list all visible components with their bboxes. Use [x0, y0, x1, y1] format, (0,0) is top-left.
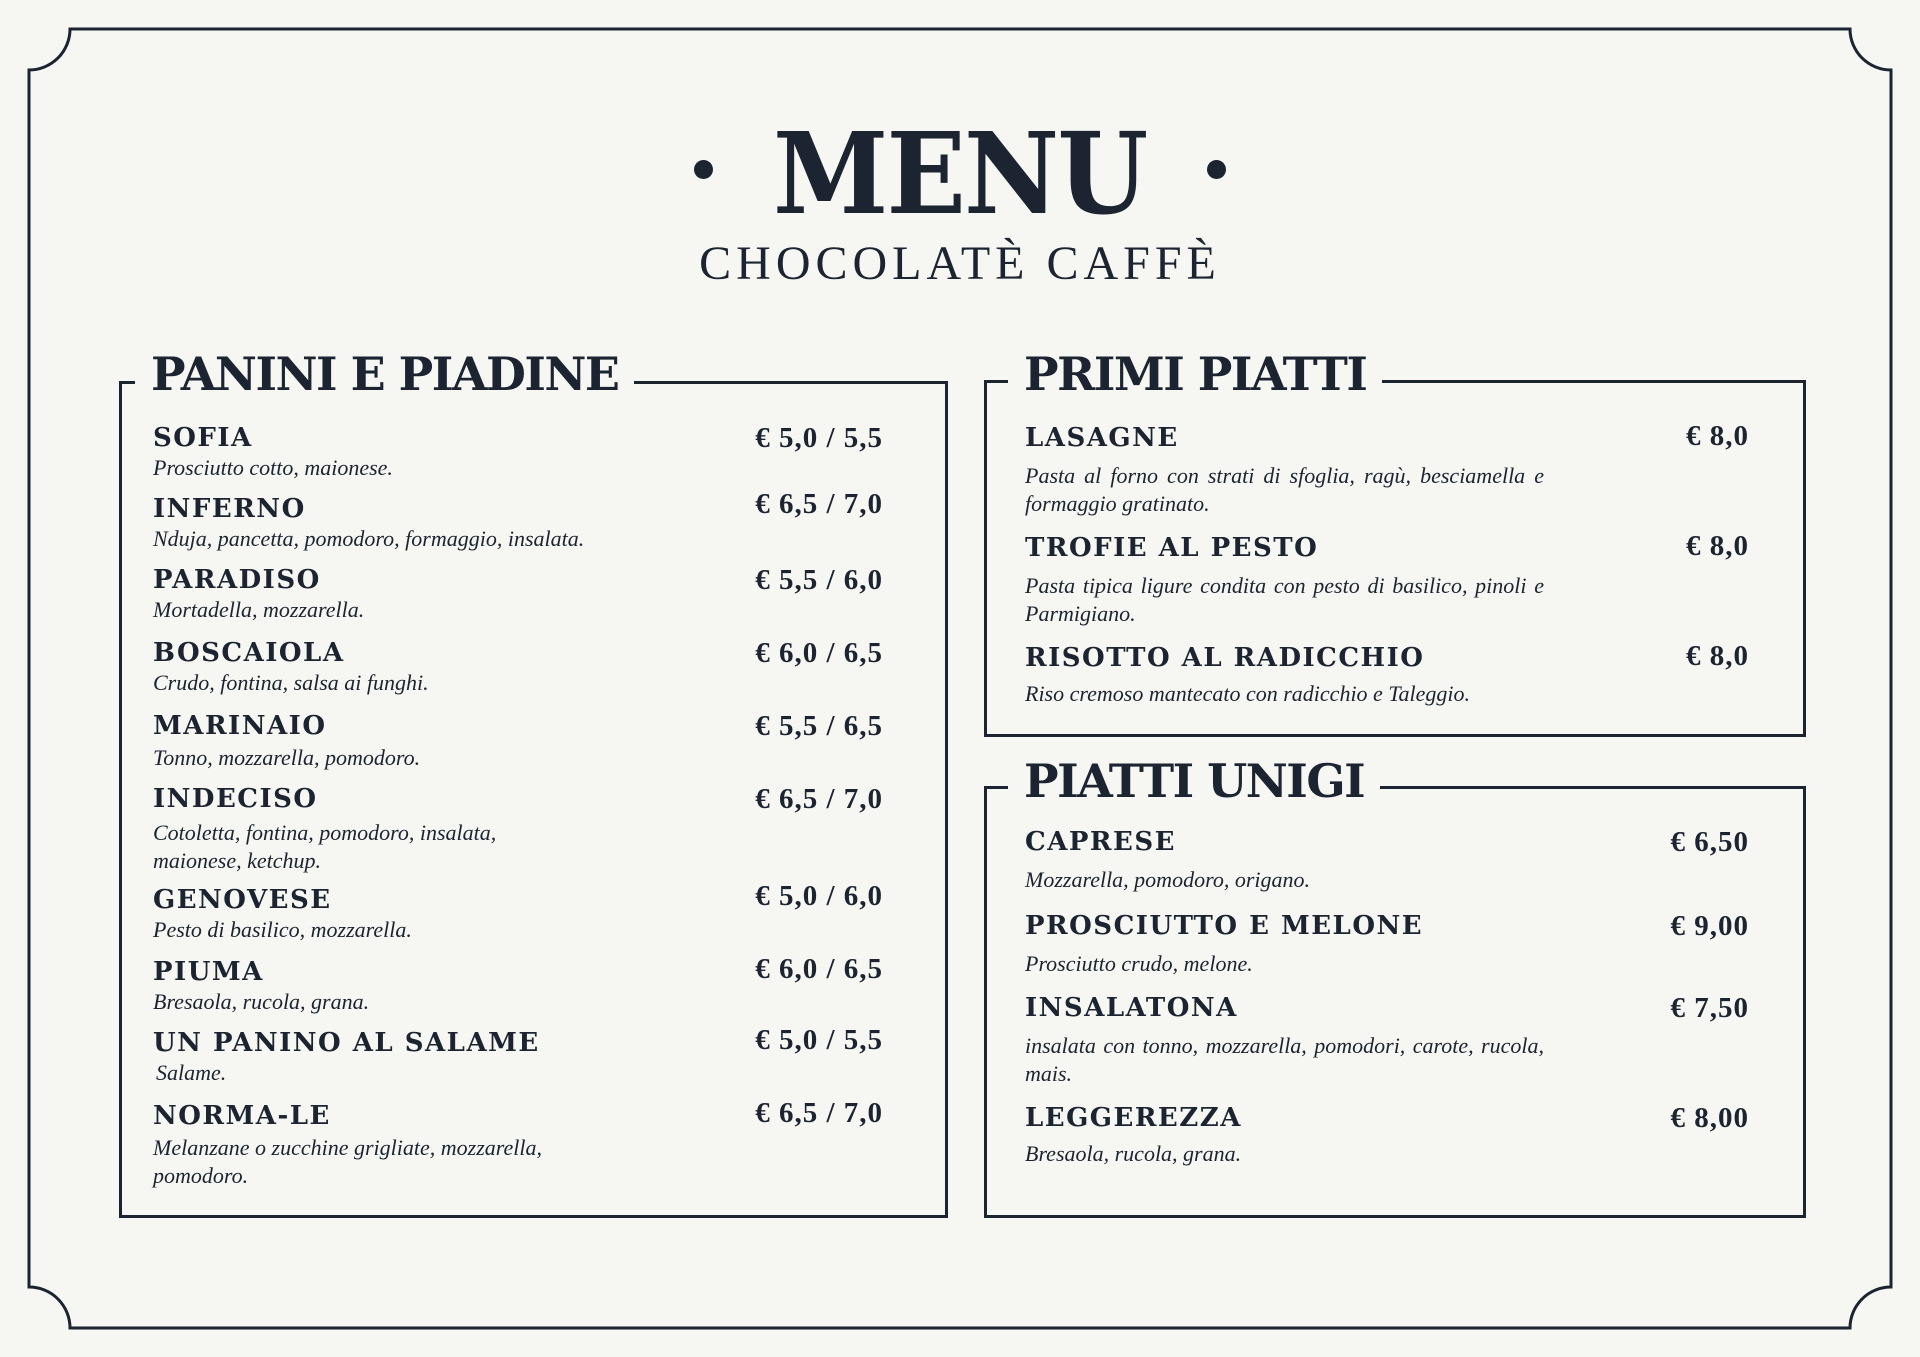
item-name: UN PANINO AL SALAME [153, 1028, 540, 1058]
item-description: Pasta tipica ligure condita con pesto di basilico, pinoli e Parmigiano. [1025, 573, 1544, 626]
item-description: Tonno, mozzarella, pomodoro. [153, 745, 421, 770]
item-name: RISOTTO AL RADICCHIO [1025, 643, 1425, 673]
item-price: € 6,0 / 6,5 [755, 953, 883, 985]
item-description: Mozzarella, pomodoro, origano. [1025, 867, 1310, 892]
bullet-dot-icon [694, 160, 713, 179]
bullet-dot-icon [1207, 160, 1226, 179]
item-price: € 9,00 [1670, 910, 1749, 942]
item-price: € 5,5 / 6,0 [755, 564, 883, 596]
item-name: MARINAIO [153, 711, 327, 741]
item-price: € 6,50 [1670, 826, 1749, 858]
item-description: Bresaola, rucola, grana. [1025, 1141, 1242, 1166]
item-description: Crudo, fontina, salsa ai funghi. [153, 670, 429, 695]
item-name: NORMA-LE [153, 1101, 331, 1131]
item-description: Melanzane o zucchine grigliate, mozzarella, pomodoro. [153, 1135, 543, 1188]
item-description: Riso cremoso mantecato con radicchio e Taleggio. [1025, 681, 1471, 706]
item-description: Bresaola, rucola, grana. [153, 989, 370, 1014]
item-name: TROFIE AL PESTO [1025, 533, 1319, 563]
item-price: € 6,5 / 7,0 [755, 783, 883, 815]
item-description: insalata con tonno, mozzarella, pomodori, carote, rucola, mais. [1025, 1033, 1544, 1086]
item-price: € 8,00 [1670, 1102, 1749, 1134]
item-price: € 8,0 [1686, 530, 1749, 562]
item-price: € 7,50 [1670, 992, 1749, 1024]
item-price: € 5,0 / 5,5 [755, 1024, 883, 1056]
item-price: € 6,5 / 7,0 [755, 488, 883, 520]
item-price: € 5,5 / 6,5 [755, 710, 883, 742]
item-price: € 8,0 [1686, 420, 1749, 452]
section-heading: PIATTI UNIGI [1008, 753, 1380, 809]
item-name: BOSCAIOLA [153, 638, 345, 668]
item-name: LEGGEREZZA [1025, 1103, 1242, 1133]
item-name: INFERNO [153, 494, 306, 524]
item-name: INDECISO [153, 784, 318, 814]
section-heading: PRIMI PIATTI [1008, 346, 1382, 402]
item-price: € 6,0 / 6,5 [755, 637, 883, 669]
item-name: PROSCIUTTO E MELONE [1025, 911, 1424, 941]
item-name: SOFIA [153, 423, 253, 453]
item-price: € 5,0 / 6,0 [755, 880, 883, 912]
section-heading: PANINI E PIADINE [135, 346, 634, 402]
item-description: Pesto di basilico, mozzarella. [153, 917, 412, 942]
item-description: Prosciutto cotto, maionese. [153, 455, 393, 480]
item-name: LASAGNE [1025, 423, 1179, 453]
item-name: PIUMA [153, 957, 264, 987]
item-description: Pasta al forno con strati di sfoglia, ragù, besciamella e formaggio gratinato. [1025, 463, 1544, 516]
item-description: Nduja, pancetta, pomodoro, formaggio, insalata. [153, 526, 585, 551]
menu-title: MENU [773, 109, 1147, 240]
item-price: € 8,0 [1686, 640, 1749, 672]
cafe-name: CHOCOLATÈ CAFFÈ [699, 237, 1221, 290]
item-price: € 5,0 / 5,5 [755, 422, 883, 454]
menu-header [0, 109, 1920, 240]
item-name: PARADISO [153, 565, 321, 595]
item-description: Prosciutto crudo, melone. [1025, 951, 1253, 976]
item-description: Mortadella, mozzarella. [153, 597, 365, 622]
item-description: Cotoletta, fontina, pomodoro, insalata, maionese, ketchup. [153, 820, 497, 873]
item-name: GENOVESE [153, 885, 332, 915]
item-name: INSALATONA [1025, 993, 1238, 1023]
item-name: CAPRESE [1025, 827, 1176, 857]
item-price: € 6,5 / 7,0 [755, 1097, 883, 1129]
item-description: Salame. [156, 1060, 227, 1085]
